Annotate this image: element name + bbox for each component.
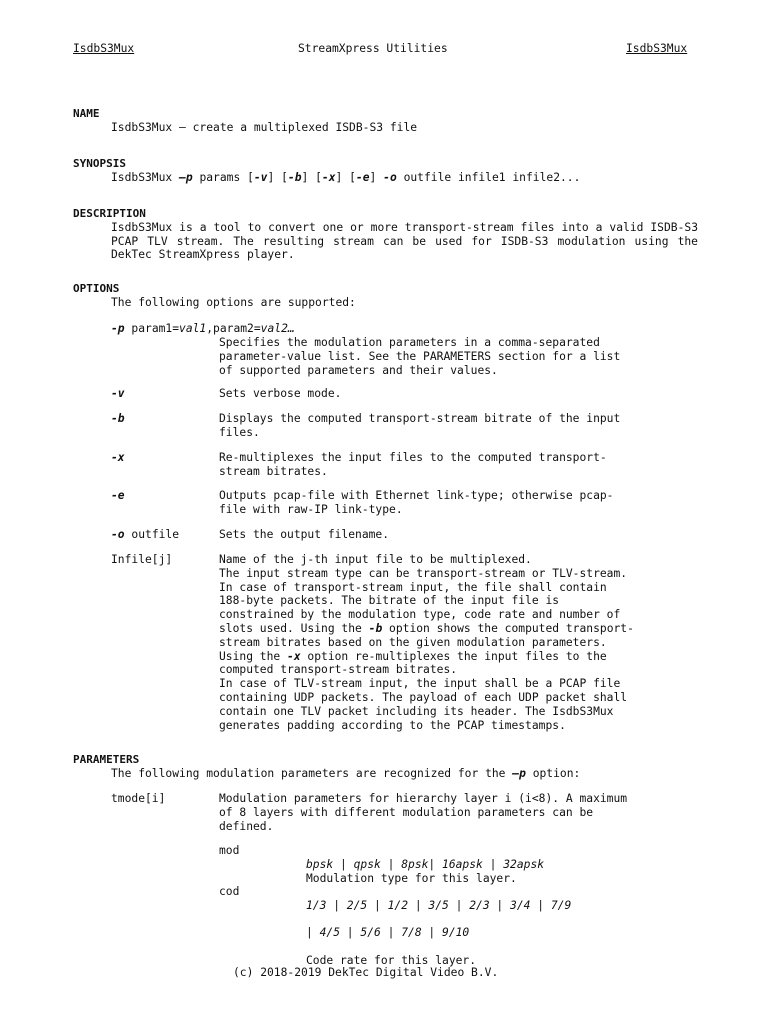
param-mod-values: bpsk | qpsk | 8psk| 16apsk | 32apsk xyxy=(306,857,545,871)
synopsis-b-flag: -b xyxy=(287,170,302,184)
parameters-section xyxy=(73,753,698,781)
option-b-description: Displays the computed transport-stream bitrate of the input files. xyxy=(219,412,621,439)
param-cod-text: Code rate for this layer. xyxy=(306,953,477,967)
option-o-signature xyxy=(111,528,179,542)
infile-line xyxy=(219,622,704,636)
description-heading: DESCRIPTION xyxy=(73,207,146,220)
header-center-title: StreamXpress Utilities xyxy=(298,42,448,55)
infile-line-part: option shows the computed transport- xyxy=(382,621,634,635)
description-section xyxy=(73,207,698,262)
infile-line: contain one TLV packet including its header. The IsdbS3Mux xyxy=(219,704,614,718)
options-heading: OPTIONS xyxy=(73,282,120,295)
synopsis-section xyxy=(73,157,698,185)
page-footer: (c) 2018-2019 DekTec Digital Video B.V. xyxy=(233,966,499,979)
infile-line: The input stream type can be transport-stream or TLV-stream. xyxy=(219,566,628,580)
option-e-flag: -e xyxy=(111,489,125,502)
options-intro: The following options are supported: xyxy=(111,295,356,309)
infile-line xyxy=(219,650,704,664)
infile-line: generates padding according to the PCAP timestamps. xyxy=(219,718,566,732)
option-e-description: Outputs pcap-file with Ethernet link-type; otherwise pcap- file with raw-IP link-type. xyxy=(219,489,614,516)
option-x-description: Re-multiplexes the input files to the computed transport- stream bitrates. xyxy=(219,451,607,478)
synopsis-heading: SYNOPSIS xyxy=(73,157,126,170)
synopsis-cmd: IsdbS3Mux xyxy=(111,170,173,184)
synopsis-o-arg: outfile infile1 infile2... xyxy=(403,170,581,184)
infile-line-part: slots used. Using the xyxy=(219,621,369,635)
infile-line: In case of TLV-stream input, the input shall be a PCAP file xyxy=(219,677,621,691)
param-cod-key: cod xyxy=(219,885,240,898)
infile-line: In case of transport-stream input, the file shall contain xyxy=(219,580,607,594)
parameters-intro xyxy=(73,767,698,781)
param-cod-values-2: | 4/5 | 5/6 | 7/8 | 9/10 xyxy=(306,926,470,940)
option-p-val-b: val2… xyxy=(260,322,295,335)
name-section xyxy=(73,107,698,135)
synopsis-e-flag: -e xyxy=(355,170,370,184)
synopsis-command: IsdbS3Mux –p params [-v] [-b] [-x] [-e] -o outfile infile1 infile2... xyxy=(111,170,581,184)
param-mod-text: Modulation type for this layer. xyxy=(306,871,517,885)
synopsis-o-flag: -o xyxy=(383,170,397,184)
option-p-description: Specifies the modulation parameters in a comma-separated parameter-value list. See the PARAMETERS section for a list of supported parameters and their values. xyxy=(219,336,621,377)
parameters-heading: PARAMETERS xyxy=(73,753,140,766)
parameters-intro-flag: –p xyxy=(512,766,526,780)
synopsis-v-flag: -v xyxy=(253,170,268,184)
header-right-title: IsdbS3Mux xyxy=(626,42,688,55)
infile-x-flag: -x xyxy=(287,649,301,663)
option-o-arg: outfile xyxy=(131,528,180,541)
parameters-intro-a: The following modulation parameters are recognized for the xyxy=(111,766,513,780)
infile-line-part: option re-multiplexes the input files to the xyxy=(300,649,607,663)
option-p-arg-a: param1= xyxy=(131,322,180,335)
infile-line: containing UDP packets. The payload of each UDP packet shall xyxy=(219,690,628,704)
param-cod-values-1: 1/3 | 2/5 | 1/2 | 3/5 | 2/3 | 3/4 | 7/9 xyxy=(306,898,572,912)
option-o-flag: -o xyxy=(111,528,125,541)
option-x-flag: -x xyxy=(111,451,125,464)
synopsis-p-flag: –p xyxy=(179,170,193,184)
infile-line-part: Using the xyxy=(219,649,288,663)
infile-line: constrained by the modulation type, code rate and number of xyxy=(219,608,621,622)
name-text: IsdbS3Mux – create a multiplexed ISDB-S3 file xyxy=(111,120,418,134)
param-mod-key: mod xyxy=(219,844,240,857)
option-o-description: Sets the output filename. xyxy=(219,528,390,541)
option-p-signature xyxy=(111,322,295,336)
option-v-flag: -v xyxy=(111,387,125,400)
options-section xyxy=(73,282,698,310)
param-tmode-description: Modulation parameters for hierarchy layer i (i<8). A maximum of 8 layers with different modulation parameters can be defined. xyxy=(219,792,628,833)
infile-b-flag: -b xyxy=(368,621,383,635)
infile-line: Name of the j-th input file to be multiplexed. xyxy=(219,553,532,566)
synopsis-p-arg: params xyxy=(199,170,241,184)
option-p-arg-b: ,param2= xyxy=(206,322,261,335)
option-p-flag: -p xyxy=(111,322,125,335)
description-text: IsdbS3Mux is a tool to convert one or more transport-stream files into a valid ISDB-S3 PCAP TLV stream. The resulting stream can be used for ISDB-S3 modulation using the DekTec StreamXpress player. xyxy=(111,220,698,262)
infile-line: stream bitrates based on the given modulation parameters. xyxy=(219,635,607,649)
infile-line: computed transport-stream bitrates. xyxy=(219,663,458,677)
option-v-description: Sets verbose mode. xyxy=(219,387,342,400)
option-p-val-a: val1 xyxy=(179,322,207,335)
header-left-title: IsdbS3Mux xyxy=(73,42,135,55)
infile-line: 188-byte packets. The bitrate of the input file is xyxy=(219,594,560,608)
param-tmode-key: tmode[i] xyxy=(111,792,166,805)
name-heading: NAME xyxy=(73,107,100,120)
option-infile-description xyxy=(219,553,704,732)
parameters-intro-b: option: xyxy=(525,766,581,780)
option-infile-key: Infile[j] xyxy=(111,553,173,566)
synopsis-x-flag: -x xyxy=(321,170,336,184)
option-b-flag: -b xyxy=(111,412,125,425)
